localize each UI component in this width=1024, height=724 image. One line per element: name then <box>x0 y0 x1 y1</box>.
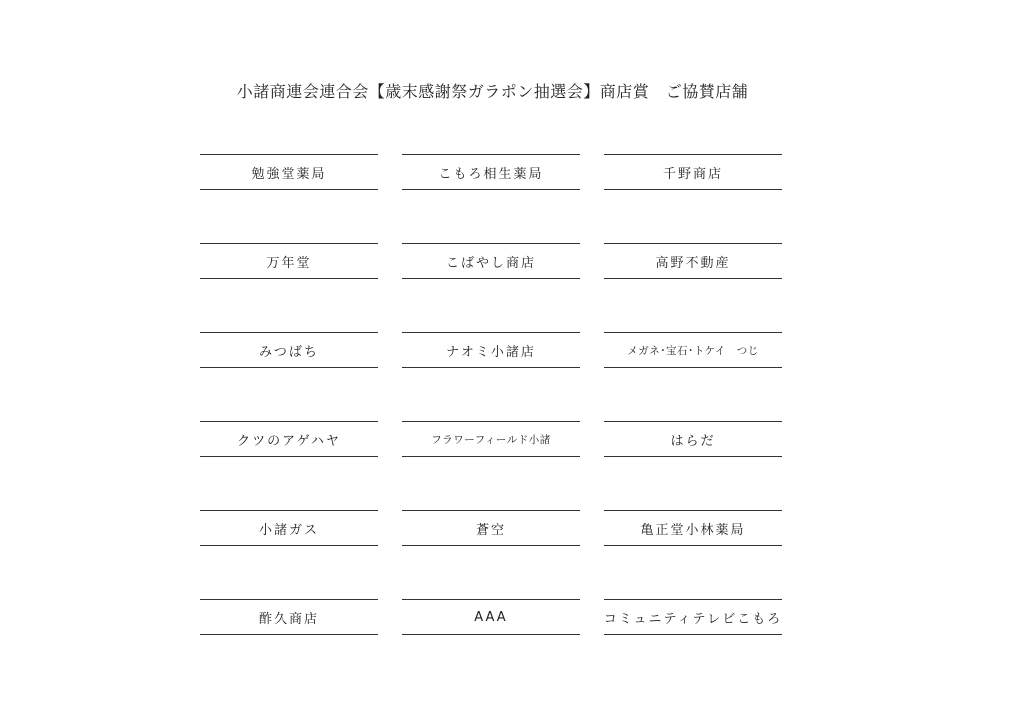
shop-name-cell: みつばち <box>200 332 378 368</box>
shop-row <box>200 154 782 243</box>
sponsor-shop-grid <box>200 154 782 688</box>
shop-row <box>200 421 782 510</box>
shop-name-cell: コミュニティテレビこもろ <box>604 599 782 635</box>
shop-row <box>200 510 782 599</box>
shop-name-cell: はらだ <box>604 421 782 457</box>
shop-row <box>200 599 782 688</box>
shop-name-cell: クツのアゲハヤ <box>200 421 378 457</box>
shop-name-cell: 勉強堂薬局 <box>200 154 378 190</box>
shop-name-cell: 酢久商店 <box>200 599 378 635</box>
shop-name-cell: AAA <box>402 599 580 635</box>
shop-name-cell: こばやし商店 <box>402 243 580 279</box>
shop-name-cell: 万年堂 <box>200 243 378 279</box>
shop-row <box>200 332 782 421</box>
shop-name-cell: 亀正堂小林薬局 <box>604 510 782 546</box>
shop-name-cell: 高野不動産 <box>604 243 782 279</box>
shop-name-cell: メガネ･宝石･トケイ つじ <box>604 332 782 368</box>
document-title: 小諸商連会連合会【歳末感謝祭ガラポン抽選会】商店賞 ご協賛店舗 <box>236 82 749 101</box>
shop-name-cell: フラワーフィールド小諸 <box>402 421 580 457</box>
shop-name-cell: 蒼空 <box>402 510 580 546</box>
shop-name-cell: こもろ相生薬局 <box>402 154 580 190</box>
shop-name-cell: ナオミ小諸店 <box>402 332 580 368</box>
shop-name-cell: 小諸ガス <box>200 510 378 546</box>
shop-row <box>200 243 782 332</box>
shop-name-cell: 千野商店 <box>604 154 782 190</box>
